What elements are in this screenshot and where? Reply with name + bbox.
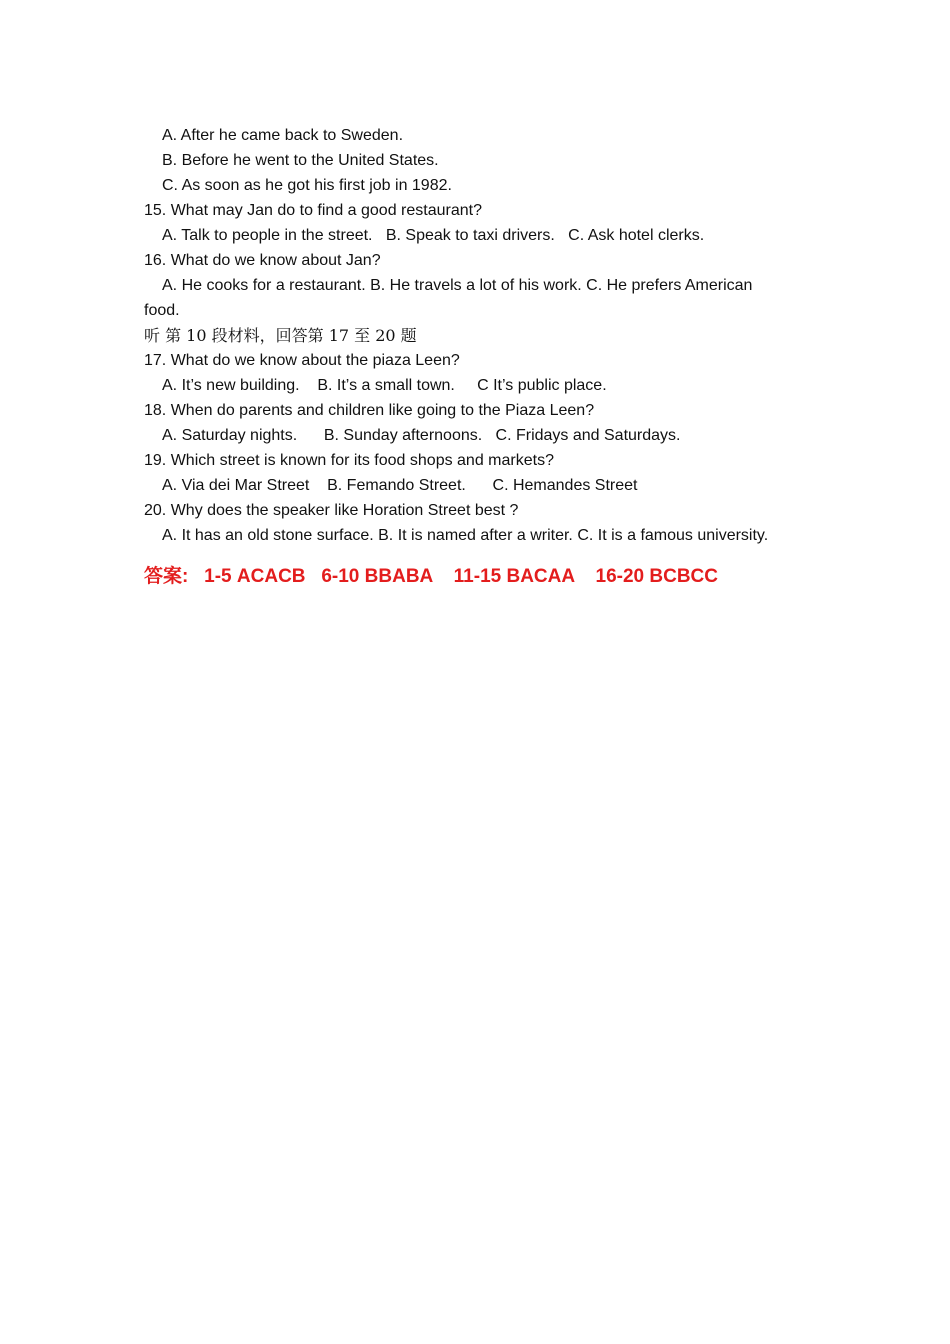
q19-options: A. Via dei Mar Street B. Femando Street. C. Hemandes Street — [162, 477, 638, 494]
q17-options: A. It’s new building. B. It’s a small town. C It’s public place. — [162, 377, 607, 394]
q16-options: A. He cooks for a restaurant. B. He travels a lot of his work. C. He prefers American food. — [144, 277, 753, 319]
q17-question: 17. What do we know about the piaza Leen? — [144, 352, 460, 369]
q14-option-c: C. As soon as he got his first job in 1982. — [162, 177, 452, 194]
q19-question: 19. Which street is known for its food shops and markets? — [144, 452, 554, 469]
q20-options: A. It has an old stone surface. B. It is named after a writer. C. It is a famous university. — [162, 527, 769, 544]
q14-option-a: A. After he came back to Sweden. — [162, 127, 404, 144]
q15-options: A. Talk to people in the street. B. Speak to taxi drivers. C. Ask hotel clerks. — [162, 227, 705, 244]
answer-key: 答案: 1-5 ACACB 6-10 BBABA 11-15 BACAA 16-20 BCBCC — [144, 566, 718, 587]
q16-question: 16. What do we know about Jan? — [144, 252, 381, 269]
document-content — [144, 123, 774, 592]
q18-question: 18. When do parents and children like going to the Piaza Leen? — [144, 402, 595, 419]
q14-option-b: B. Before he went to the United States. — [162, 152, 439, 169]
q15-question: 15. What may Jan do to find a good restaurant? — [144, 202, 482, 219]
section-10-heading: 听 第 10 段材料，回答第 17 至 20 题 — [144, 326, 417, 345]
q20-question: 20. Why does the speaker like Horation Street best ? — [144, 502, 519, 519]
q18-options: A. Saturday nights. B. Sunday afternoons. C. Fridays and Saturdays. — [162, 427, 681, 444]
